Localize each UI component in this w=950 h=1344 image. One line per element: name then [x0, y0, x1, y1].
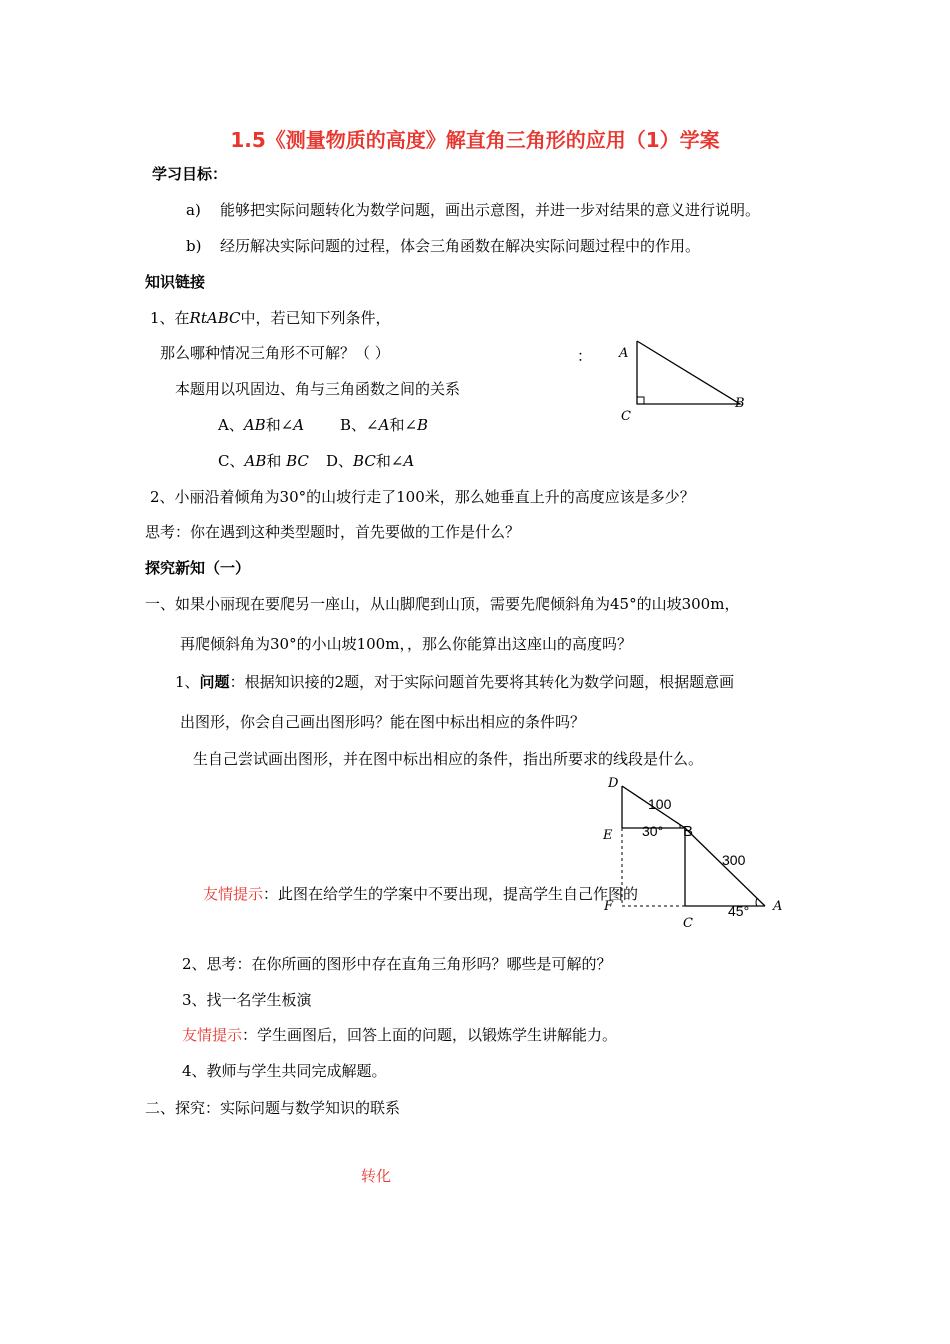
option-c-label: C、 — [218, 452, 245, 470]
hint-1-label: 友情提示 — [203, 885, 264, 903]
question-1-colon: ： — [577, 347, 593, 365]
q1-suffix: 中，若已知下列条件， — [240, 309, 391, 327]
objective-a-marker: a) — [186, 201, 201, 219]
objectives-heading: 学习目标： — [152, 165, 228, 183]
q1-prefix: 1、在 — [150, 309, 190, 327]
option-d-angle: A — [403, 452, 415, 470]
option-c-seg-2: BC — [286, 452, 309, 470]
fig2-label-e: E — [603, 828, 613, 843]
explore-1-question-1-line-3: 生自己尝试画出图形，并在图中标出相应的条件，指出所要求的线段是什么。 — [193, 750, 704, 768]
triangle-abc-shape — [637, 341, 740, 404]
fig2-label-b: B — [683, 823, 694, 840]
knowledge-heading: 知识链接 — [145, 273, 206, 291]
hint-2-label: 友情提示 — [182, 1026, 243, 1044]
fig2-length-db: 100 — [648, 796, 672, 812]
question-2: 2、小丽沿着倾角为30°的山坡行走了100米，那么她垂直上升的高度应该是多少？ — [150, 488, 695, 506]
hint-2 — [182, 1025, 617, 1045]
question-1-number: 1、 — [175, 673, 200, 691]
page-title: 1.5《测量物质的高度》解直角三角形的应用（1）学案 — [230, 128, 720, 152]
fig2-label-a: A — [773, 899, 783, 914]
fig1-label-c: C — [621, 409, 631, 424]
objective-b-marker: b) — [186, 237, 202, 255]
think-question: 思考：你在遇到这种类型题时，首先要做的工作是什么？ — [145, 523, 521, 541]
option-d-and: 和∠ — [375, 452, 404, 470]
option-b-and: 和∠ — [389, 416, 418, 434]
fig2-label-c: C — [683, 916, 693, 931]
option-d-label: D、 — [326, 452, 354, 470]
option-a-angle: A — [293, 416, 305, 434]
objective-b-text: 经历解决实际问题的过程，体会三角函数在解决实际问题过程中的作用。 — [220, 237, 701, 255]
objective-a-text: 能够把实际问题转化为数学问题，画出示意图，并进一步对结果的意义进行说明。 — [220, 201, 761, 219]
fig2-angle-30: 30° — [642, 823, 664, 839]
hint-2-text: ：学生画图后，回答上面的问题，以锻炼学生讲解能力。 — [242, 1026, 618, 1044]
explore-1-question-1 — [175, 672, 734, 692]
explore-1-question-1-line-2: 出图形，你会自己画出图形吗？能在图中标出相应的条件吗？ — [180, 713, 586, 731]
option-a-seg: AB — [243, 416, 266, 434]
option-b-angle-1: A — [378, 416, 390, 434]
hint-1-text: ：此图在给学生的学案中不要出现，提高学生自己作图的 — [263, 885, 639, 903]
option-d — [326, 451, 414, 471]
explore-1-para-2: 再爬倾斜角为30°的小山坡100m，，那么你能算出这座山的高度吗？ — [180, 635, 632, 653]
explore-1-question-2: 2、思考：在你所画的图形中存在直角三角形吗？哪些是可解的？ — [182, 955, 612, 973]
fig1-label-a: A — [619, 346, 629, 361]
option-b-label: B、∠ — [340, 416, 379, 434]
angle-45-arc — [756, 898, 757, 906]
fig2-angle-45: 45° — [728, 903, 750, 919]
hint-1 — [203, 884, 638, 904]
fig2-length-ba: 300 — [722, 852, 746, 868]
convert-label: 转化 — [361, 1167, 392, 1185]
option-c-and: 和 — [266, 452, 287, 470]
explore-1-para-1: 一、如果小丽现在要爬另一座山，从山脚爬到山顶，需要先爬倾斜角为45°的山坡300m， — [145, 595, 740, 613]
explore-1-question-3: 3、找一名学生板演 — [182, 991, 312, 1009]
fig1-label-b: B — [735, 396, 745, 411]
right-angle-mark — [637, 397, 644, 404]
question-1-text: ：根据知识接的2题，对于实际问题首先要将其转化为数学问题，根据题意画 — [229, 673, 735, 691]
explore-1-question-4: 4、教师与学生共同完成解题。 — [182, 1062, 387, 1080]
explore-1-heading: 探究新知（一） — [145, 559, 251, 577]
option-c — [218, 451, 309, 471]
question-1-line-3: 本题用以巩固边、角与三角函数之间的关系 — [175, 380, 461, 398]
option-a-and: 和∠ — [265, 416, 294, 434]
explore-2-heading: 二、探究：实际问题与数学知识的联系 — [145, 1099, 401, 1117]
option-b-angle-2: B — [417, 416, 429, 434]
option-a-label: A、 — [218, 416, 244, 434]
question-1-keyword: 问题 — [199, 673, 230, 691]
question-1-line-2: 那么哪种情况三角形不可解？（ ） — [160, 344, 390, 362]
q1-rt-triangle: RtABC — [189, 309, 241, 327]
question-1-line-1 — [150, 308, 391, 328]
fig2-label-f: F — [604, 899, 614, 914]
triangle-abc-figure — [620, 335, 760, 425]
option-b — [340, 415, 428, 435]
option-d-seg: BC — [353, 452, 376, 470]
option-c-seg-1: AB — [244, 452, 267, 470]
option-a — [218, 415, 304, 435]
fig2-label-d: D — [608, 776, 619, 791]
